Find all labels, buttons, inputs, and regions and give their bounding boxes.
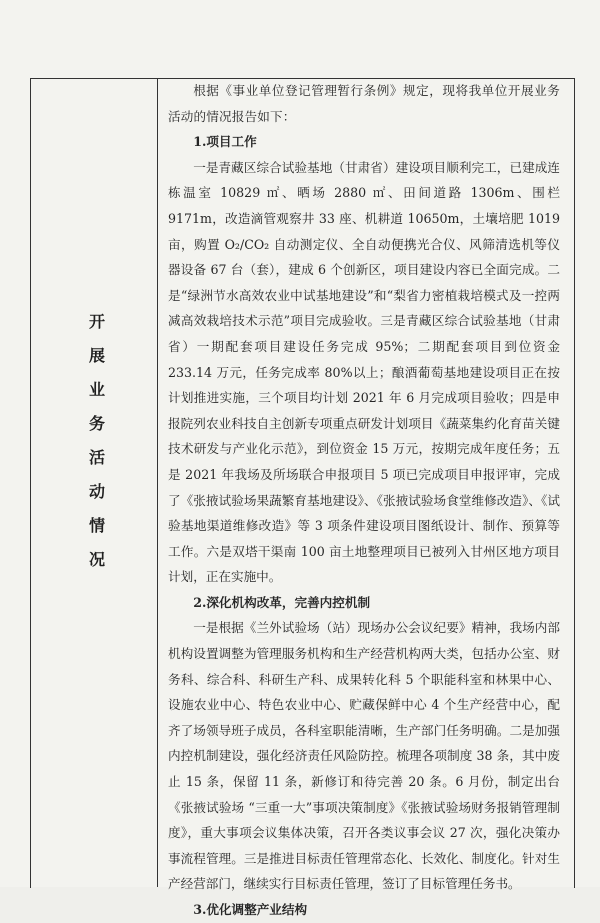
section-heading: 1.项目工作 [193, 134, 257, 150]
report-content [168, 78, 560, 923]
section-label-char: 务 [88, 414, 105, 433]
section-label-char: 动 [88, 482, 105, 501]
section-body: 一是青藏区综合试验基地（甘肃省）建设项目顺利完工，已建成连栋温室 10829 ㎡、晒场 2880 ㎡、田间道路 1306m、围栏 9171m，改造滴管观察井 33 座、机耕道 10650m，土壤培肥 1019 亩，购置 O₂/CO₂ 自动测定仪、全自动便携光合仪、风筛清选机等仪器设备 67 台（套），建成 6 个创新区，项目建设内容已全面完成。二是“绿洲节水高效农业中试基地建设”和“梨省力密植栽培模式及一控两减高效栽培技术示范”项目完成验收。三是青藏区综合试验基地（甘肃省）一期配套项目建设任务完成 95%；二期配套项目到位资金 233.14 万元，任务完成率 80%以上；酿酒葡萄基地建设项目正在按计划推进实施，三个项目均计划 2021 年 6 月完成项目验收；四是申报院列农业科技自主创新专项重点研发计划项目《蔬菜集约化育苗关键技术研发与产业化示范》，到位资金 15 万元，按期完成年度任务；五是 2021 年我场及所场联合申报项目 5 项已完成项目申报评审，完成了《张掖试验场果蔬繁育基地建设》、《张掖试验场食堂维修改造》、《试验基地渠道维修改造》等 3 项条件建设项目图纸设计、制作、预算等工作。六是双塔干渠南 100 亩土地整理项目已被列入甘州区地方项目计划，正在实施中。 [168, 159, 560, 585]
section-label [62, 305, 132, 577]
section-label-char: 情 [88, 516, 105, 535]
section-label-char: 展 [88, 346, 105, 365]
section-label-char: 业 [88, 380, 105, 399]
section-heading: 2.深化机构改革，完善内控机制 [193, 594, 371, 610]
intro-paragraph: 根据《事业单位登记管理暂行条例》规定，现将我单位开展业务活动的情况报告如下： [168, 83, 560, 124]
section-label-char: 活 [88, 448, 105, 467]
section-label-char: 况 [88, 550, 105, 569]
section-label-char: 开 [88, 312, 105, 331]
section-body: 一是根据《兰外试验场（站）现场办公会议纪要》精神，我场内部机构设置调整为管理服务机构和生产经营机构两大类，包括办公室、财务科、综合科、科研生产科、成果转化科 5 个职能科室和林果中心、设施农业中心、特色农业中心、贮藏保鲜中心 4 个生产经营中心，配齐了场领导班子成员，各科室职能清晰，生产部门任务明确。二是加强内控机制建设，强化经济责任风险防控。梳理各项制度 38 条，其中废止 15 条，保留 11 条，新修订和待完善 20 条。6 月份，制定出台《张掖试验场 “三重一大”事项决策制度》《张掖试验场财务报销管理制度》，重大事项会议集体决策，召开各类议事会议 27 次，强化决策办事流程管理。三是推进目标责任管理常态化、长效化、制度化。针对生产经营部门，继续实行目标责任管理，签订了目标管理任务书。 [168, 620, 560, 892]
section-heading: 3.优化调整产业结构 [193, 902, 308, 917]
column-divider [157, 78, 158, 887]
